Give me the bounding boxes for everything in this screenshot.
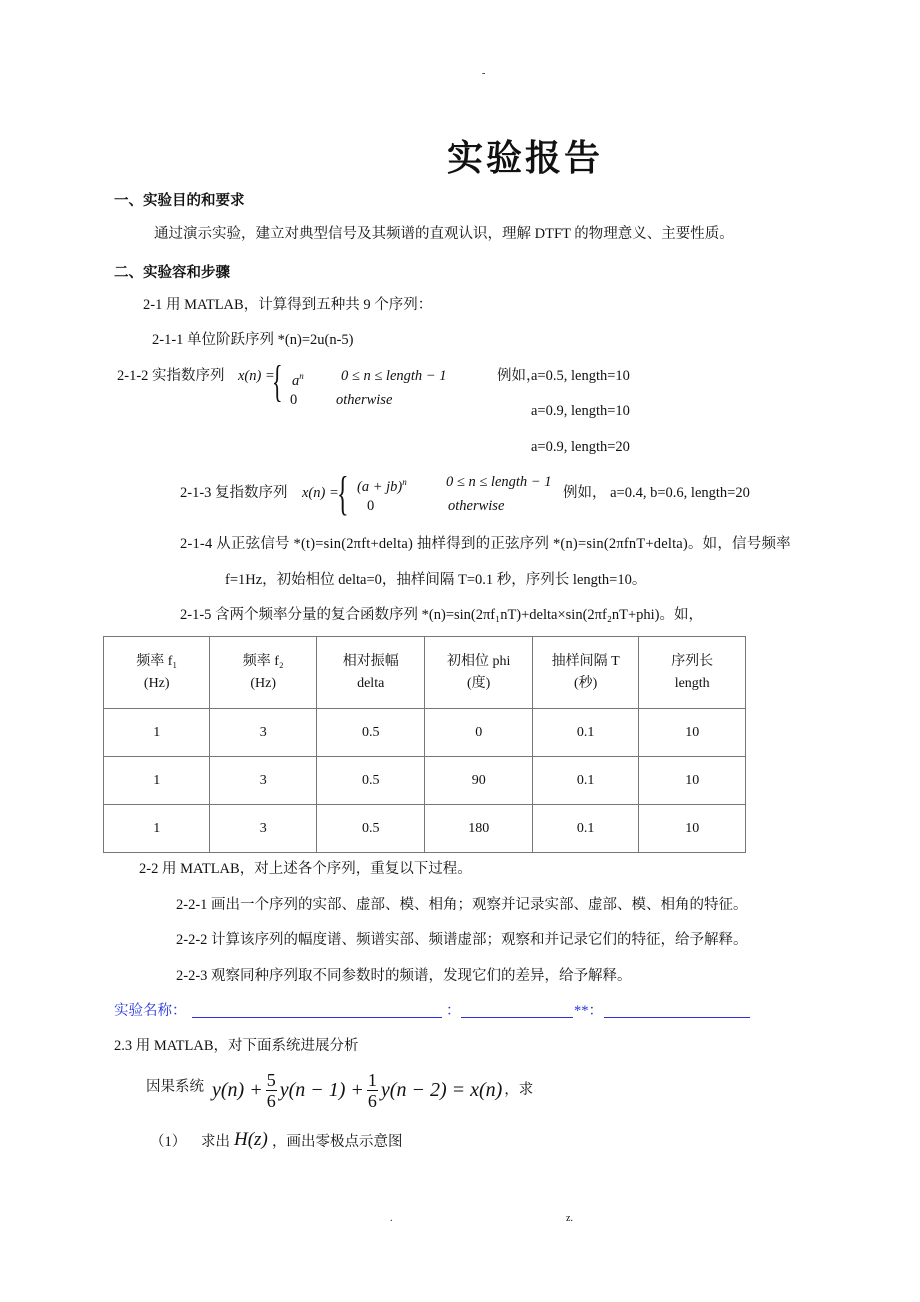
example-prefix: 例如， [497, 368, 541, 384]
table-cell: 10 [639, 805, 746, 853]
case-2-condition: otherwise [336, 392, 393, 408]
case-1-condition: 0 ≤ n ≤ length − 1 [446, 474, 552, 490]
table-row [104, 805, 746, 853]
table-cell: 3 [210, 709, 316, 757]
footer-right-mark: z. [566, 1213, 573, 1224]
system-prefix: 因果系统 [146, 1079, 204, 1095]
eq-term-2: y(n − 1) + [279, 1078, 364, 1101]
question-1-suffix: ，画出零极点示意图 [272, 1134, 403, 1150]
fraction-5-6: $\frac{5}{6}$ [266, 1069, 276, 1111]
item-2-3: 2.3 用 MATLAB，对下面系统进展分析 [114, 1038, 359, 1054]
eq-term-1: y(n) + [212, 1078, 263, 1101]
section-2-heading: 二、实验容和步骤 [114, 265, 230, 281]
separator-2: **： [574, 1003, 603, 1019]
table-cell: 0.1 [532, 709, 638, 757]
table-header-row [104, 637, 746, 709]
table-row [104, 757, 746, 805]
brace-icon: { [272, 357, 283, 406]
question-1-prefix: 求出 [201, 1134, 230, 1150]
header-f2: 频率 f₂ (Hz) [210, 637, 316, 709]
item-2-1-2-lhs: x(n) = [238, 368, 275, 384]
table-cell: 0.1 [532, 805, 638, 853]
experiment-name-field[interactable] [192, 1002, 442, 1018]
fraction-1-6: $\frac{1}{6}$ [367, 1069, 377, 1111]
question-1-number: （1） [150, 1134, 187, 1150]
item-2-2-1: 2-2-1 画出一个序列的实部、虚部、模、相角；观察并记录实部、虚部、模、相角的特征。 [176, 897, 748, 913]
example-2: a=0.9, length=10 [531, 403, 630, 419]
table-cell: 10 [639, 757, 746, 805]
item-2-1-1: 2-1-1 单位阶跃序列 *(n)=2u(n-5) [152, 332, 354, 348]
table-cell: 180 [425, 805, 532, 853]
parameters-table [103, 636, 746, 853]
table-cell: 0.5 [316, 757, 424, 805]
case-2-condition: otherwise [448, 498, 505, 514]
header-t: 抽样间隔 T (秒) [532, 637, 638, 709]
blank-field-2[interactable] [461, 1002, 573, 1018]
table-cell: 1 [104, 757, 210, 805]
eq-term-3: y(n − 2) = x(n) [380, 1078, 503, 1101]
table-cell: 1 [104, 709, 210, 757]
item-2-1-2-label: 2-1-2 实指数序列 [117, 368, 225, 384]
case-2-expr: 0 [290, 392, 298, 408]
system-equation [212, 1068, 533, 1112]
table-cell: 90 [425, 757, 532, 805]
section-1-heading: 一、实验目的和要求 [114, 193, 245, 209]
table-cell: 0 [425, 709, 532, 757]
item-2-1-4-line-2: f=1Hz，初始相位 delta=0，抽样间隔 T=0.1 秒，序列长 length=10。 [225, 572, 647, 588]
section-1-body: 通过演示实验，建立对典型信号及其频谱的直观认识，理解 DTFT 的物理意义、主要性质。 [154, 226, 734, 242]
case-1-expr: $a^n$ [292, 371, 304, 389]
example-1: a=0.5, length=10 [531, 368, 630, 384]
table-cell: 3 [210, 805, 316, 853]
footer-left-mark: . [390, 1213, 393, 1224]
header-mark: - [482, 68, 486, 79]
case-1-condition: 0 ≤ n ≤ length − 1 [341, 368, 447, 384]
system-suffix: ，求 [504, 1082, 534, 1098]
item-2-1-3-label: 2-1-3 复指数序列 [180, 485, 288, 501]
header-length: 序列长 length [639, 637, 746, 709]
brace-icon: { [337, 467, 349, 520]
table-cell: 10 [639, 709, 746, 757]
table-cell: 0.1 [532, 757, 638, 805]
blank-field-3[interactable] [604, 1002, 750, 1018]
table-row [104, 709, 746, 757]
item-2-2-2: 2-2-2 计算该序列的幅度谱、频谱实部、频谱虚部；观察和并记录它们的特征，给予解释。 [176, 932, 748, 948]
table-cell: 1 [104, 805, 210, 853]
example: 例如， a=0.4, b=0.6, length=20 [563, 485, 750, 501]
table-cell: 0.5 [316, 709, 424, 757]
item-2-1-4-line-1: 2-1-4 从正弦信号 *(t)=sin(2πft+delta) 抽样得到的正弦序列 *(n)=sin(2πfnT+delta)。如，信号频率 [180, 536, 791, 552]
item-2-1-3-lhs: x(n) = [302, 485, 339, 501]
case-1-expr: (a + jb)$^n$ [357, 477, 407, 495]
header-delta: 相对振幅 delta [316, 637, 424, 709]
item-2-1-5: 2-1-5 含两个频率分量的复合函数序列 *(n)=sin(2πf₁nT)+delta×sin(2πf₂nT+phi)。如， [180, 607, 704, 623]
header-phi: 初相位 phi (度) [425, 637, 532, 709]
item-2-2-3: 2-2-3 观察同种序列取不同参数时的频谱，发现它们的差异，给予解释。 [176, 968, 632, 984]
table-cell: 0.5 [316, 805, 424, 853]
item-2-1: 2-1 用 MATLAB，计算得到五种共 9 个序列： [143, 297, 433, 313]
item-2-2: 2-2 用 MATLAB，对上述各个序列，重复以下过程。 [139, 861, 472, 877]
page-title: 实验报告 [447, 137, 604, 179]
header-f1: 频率 f₁ (Hz) [104, 637, 210, 709]
example-3: a=0.9, length=20 [531, 439, 630, 455]
table-cell: 3 [210, 757, 316, 805]
case-2-expr: 0 [367, 498, 375, 514]
question-1-expr: H(z) [234, 1129, 268, 1150]
experiment-name-label: 实验名称： [114, 1003, 187, 1019]
separator-1: ： [446, 1003, 461, 1019]
